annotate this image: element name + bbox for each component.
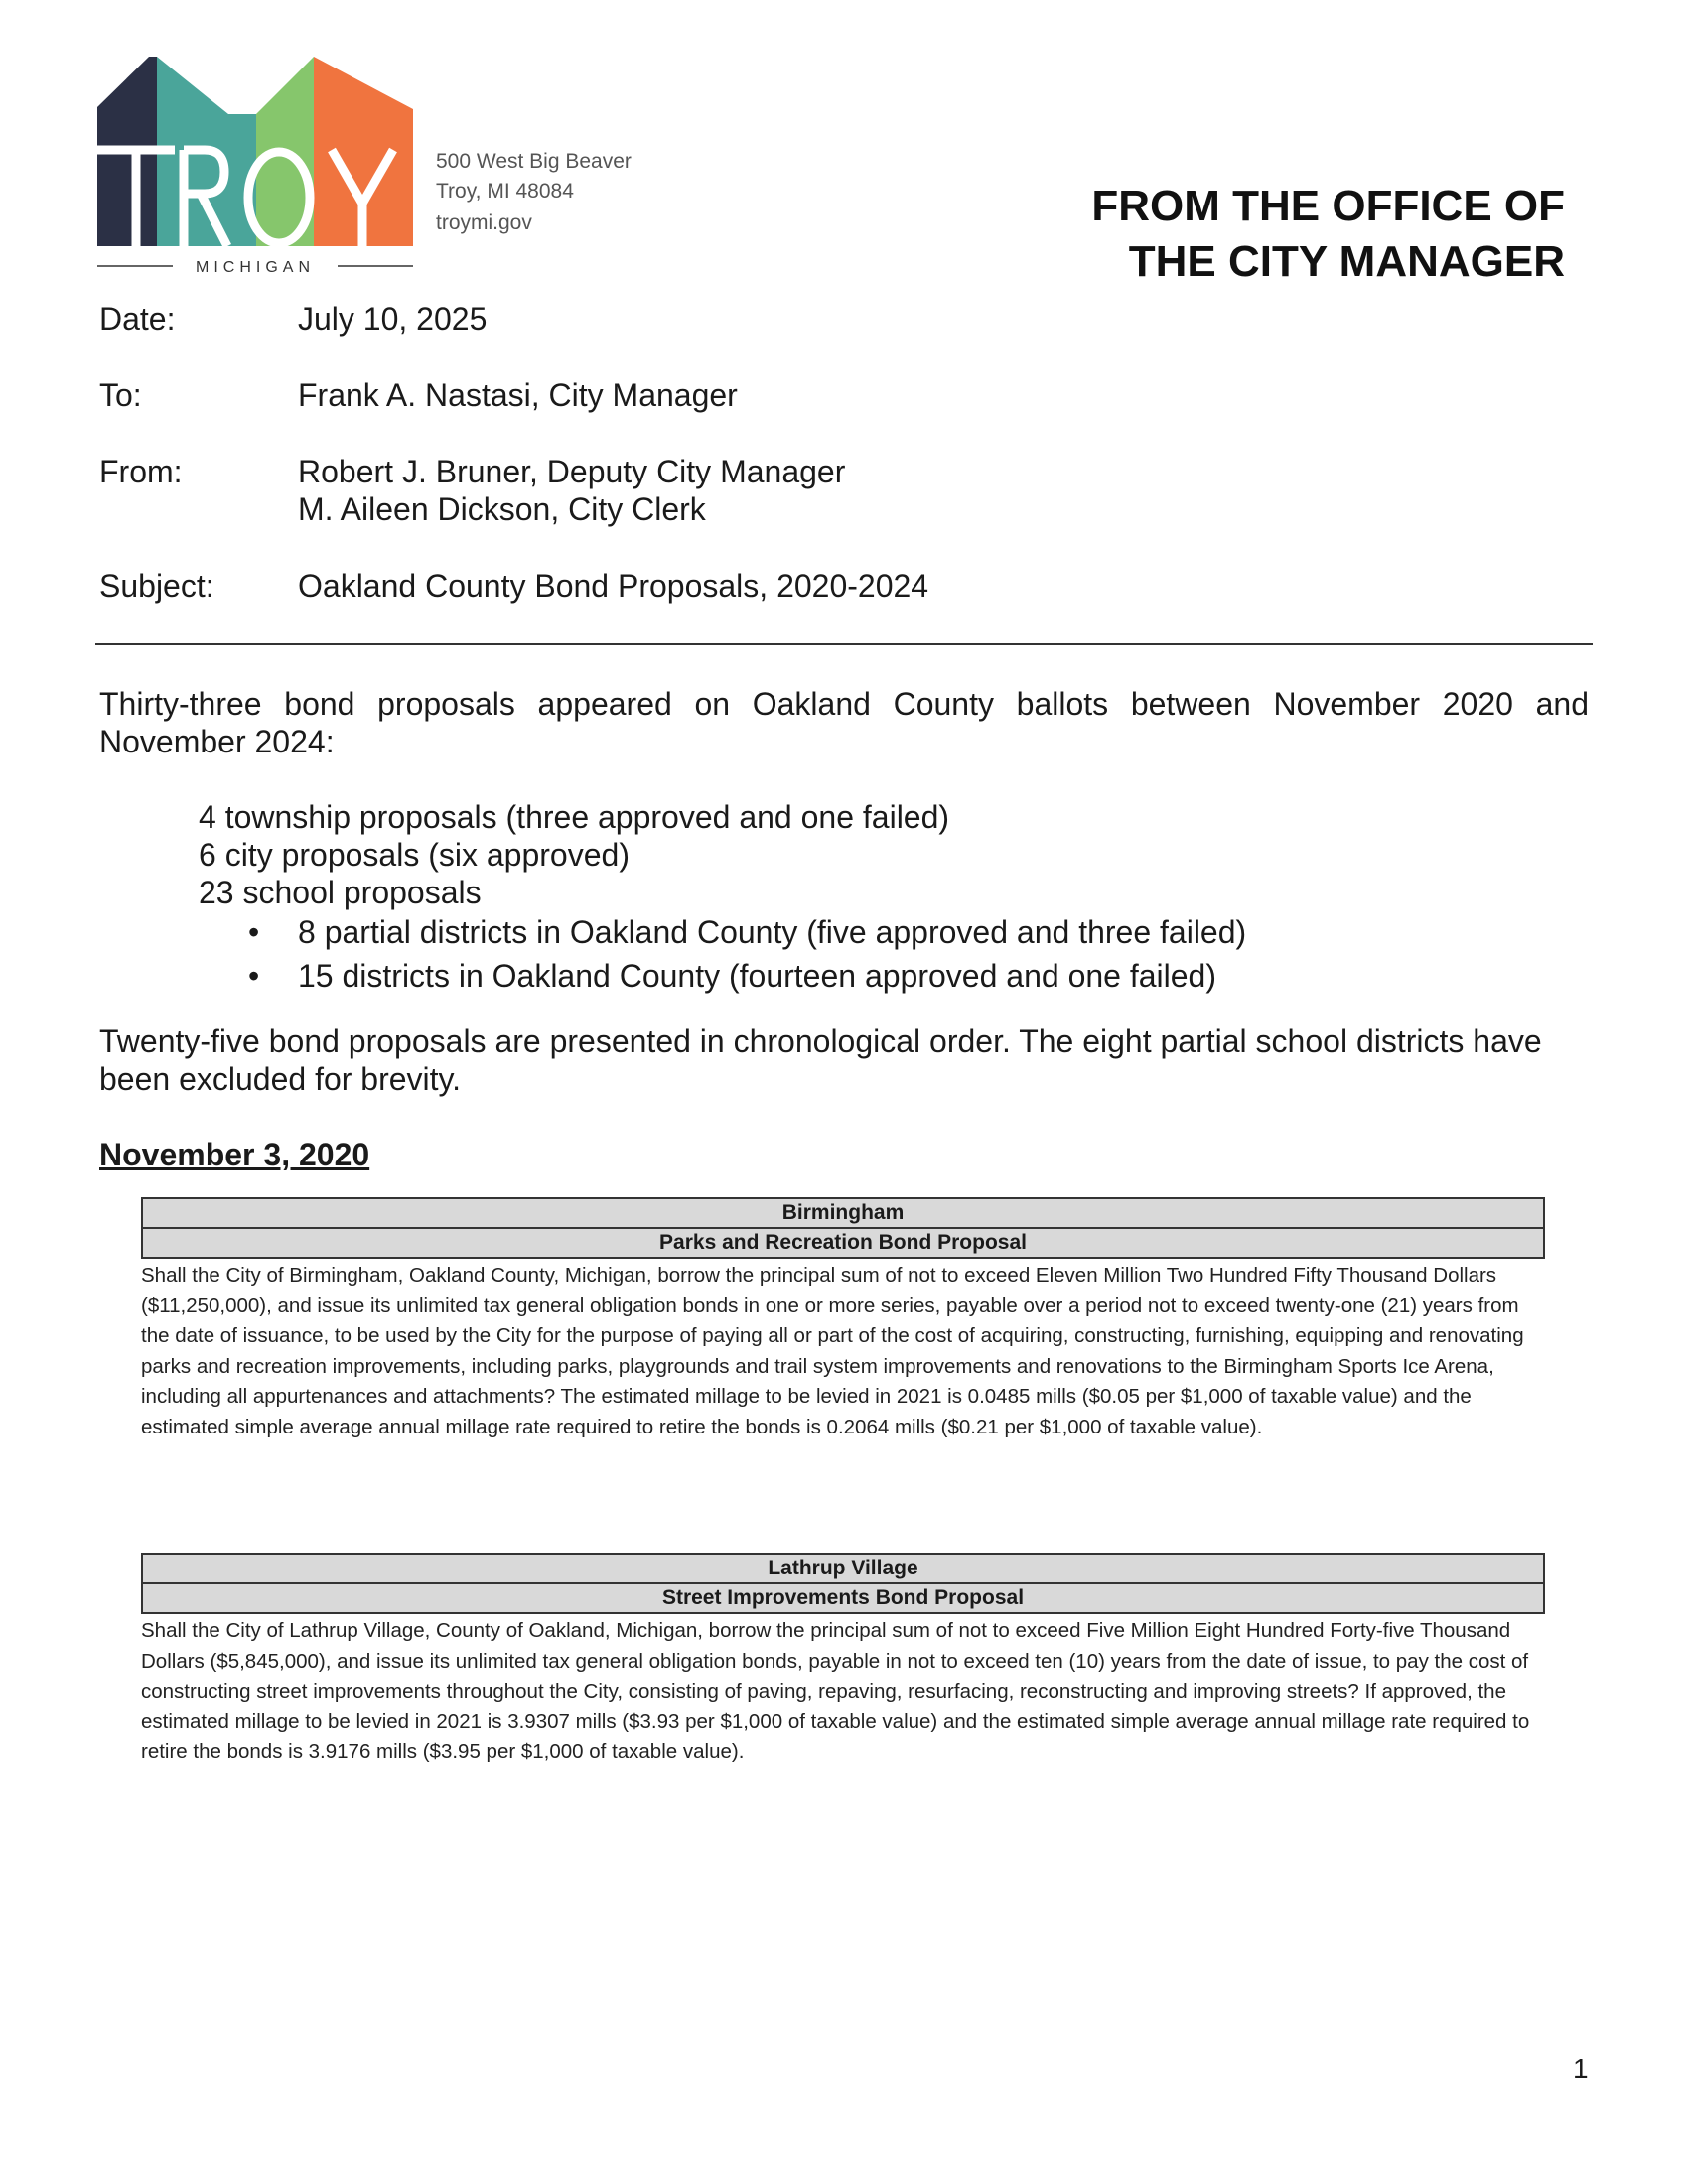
date-value: July 10, 2025	[298, 301, 488, 337]
proposal-place: Lathrup Village	[141, 1553, 1545, 1584]
proposal-text: Shall the City of Lathrup Village, County of Oakland, Michigan, borrow the principal sum of not to exceed Five Million Eight Hundred Forty-five Thousand Dollars ($5,845,000), and issue its unlimited tax general obligation bonds, payable in not to exceed ten (10) years from the date of issue, to pay the cost of constructing street improvements throughout the City, consisting of paving, repaving, resurfacing, reconstructing and improving streets? If approved, the estimated millage to be levied in 2021 is 3.9307 mills ($3.93 per $1,000 of taxable value) and the estimated simple average annual millage rate required to retire the bonds is 3.9176 mills ($3.95 per $1,000 of taxable value).	[141, 1619, 1530, 1763]
address-line-1: 500 West Big Beaver	[436, 150, 632, 173]
bullet-icon: •	[248, 958, 260, 994]
from-value-1: Robert J. Bruner, Deputy City Manager	[298, 454, 846, 489]
proposal-title: Parks and Recreation Bond Proposal	[141, 1229, 1545, 1259]
from-label: From:	[99, 454, 183, 489]
header-divider	[95, 643, 1593, 645]
bullet-text: 8 partial districts in Oakland County (five approved and three failed)	[298, 914, 1247, 950]
bullet-icon: •	[248, 914, 260, 950]
to-value: Frank A. Nastasi, City Manager	[298, 377, 738, 413]
proposal-text: Shall the City of Birmingham, Oakland County, Michigan, borrow the principal sum of not to exceed Eleven Million Two Hundred Fifty Thousand Dollars ($11,250,000), and issue its unlimited tax general obligation bonds in one or more series, payable over a period not to exceed twenty-one (21) years from the date of issuance, to be used by the City for the purpose of paying all or part of the cost of acquiring, constructing, furnishing, equipping and renovating parks and recreation improvements, including parks, playgrounds and trail system improvements and renovations to the Birmingham Sports Ice Arena, including all appurtenances and attachments? The estimated millage to be levied in 2021 is 0.0485 mills ($0.05 per $1,000 of taxable value) and the estimated simple average annual millage rate required to retire the bonds is 0.2064 mills ($0.21 per $1,000 of taxable value).	[141, 1264, 1524, 1438]
list-item: 6 city proposals (six approved)	[199, 837, 630, 873]
list-item: 23 school proposals	[199, 875, 482, 910]
office-line-1: FROM THE OFFICE OF	[1091, 182, 1565, 230]
section-date-heading: November 3, 2020	[99, 1137, 370, 1172]
date-label: Date:	[99, 301, 176, 337]
bullet-text: 15 districts in Oakland County (fourteen approved and one failed)	[298, 958, 1216, 994]
logo-subtext: MICHIGAN	[196, 259, 315, 273]
proposal-title: Street Improvements Bond Proposal	[141, 1584, 1545, 1614]
note-paragraph: Twenty-five bond proposals are presented in chronological order. The eight partial school districts have been excluded for brevity.	[99, 1024, 1542, 1097]
from-value-2: M. Aileen Dickson, City Clerk	[298, 491, 706, 527]
proposal-place: Birmingham	[141, 1197, 1545, 1229]
list-item: 4 township proposals (three approved and one failed)	[199, 799, 950, 835]
address-block	[436, 147, 632, 238]
subject-value: Oakland County Bond Proposals, 2020-2024	[298, 568, 929, 604]
website-link[interactable]: troymi.gov	[436, 211, 532, 234]
proposal-block	[141, 1553, 1545, 1768]
office-line-2: THE CITY MANAGER	[1128, 237, 1565, 286]
intro-paragraph: Thirty-three bond proposals appeared on Oakland County ballots between November 2020 and November 2024:	[99, 686, 1589, 759]
office-heading	[1091, 179, 1565, 290]
proposal-count-list	[199, 798, 949, 911]
proposal-block	[141, 1197, 1545, 1442]
troy-logo	[97, 55, 413, 273]
to-label: To:	[99, 377, 142, 413]
subject-label: Subject:	[99, 568, 214, 604]
page-number: 1	[1573, 2053, 1589, 2084]
address-line-2: Troy, MI 48084	[436, 180, 574, 203]
